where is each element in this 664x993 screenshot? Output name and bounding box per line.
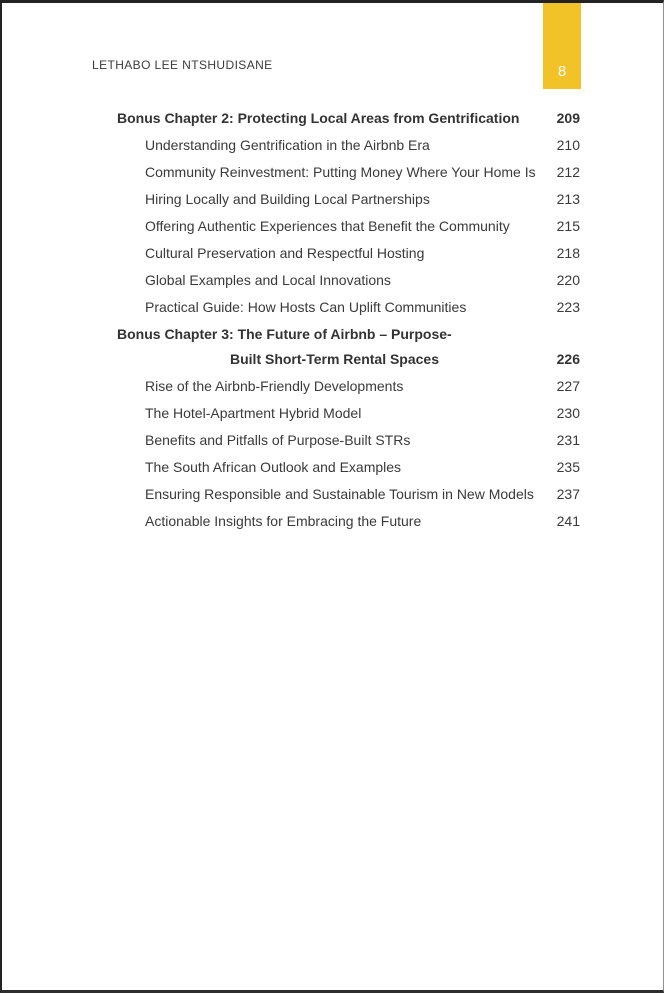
toc-entry	[117, 514, 580, 529]
toc-entry-title-line1: Hiring Locally and Building Local Partnerships	[145, 191, 430, 207]
toc-entry-title	[117, 514, 536, 529]
page-number-tab	[543, 3, 581, 89]
toc-entry-title-line1: Cultural Preservation and Respectful Hosting	[145, 245, 425, 261]
toc-entry-page-number: 220	[556, 272, 580, 288]
toc-entry-title-line1: The Hotel-Apartment Hybrid Model	[145, 405, 362, 421]
toc-entry-title-line1: Understanding Gentrification in the Airbnb Era	[145, 137, 430, 153]
toc-entry-title	[117, 111, 536, 126]
toc-entry-page-number: 215	[556, 218, 580, 234]
toc-entry-title-line1: Actionable Insights for Embracing the Future	[145, 513, 422, 529]
toc-entry	[117, 327, 580, 367]
toc-entry-title	[117, 327, 536, 367]
toc-entry	[117, 379, 580, 394]
toc-entry-page-number: 237	[556, 486, 580, 502]
toc-entry-title	[117, 460, 536, 475]
toc-entry	[117, 460, 580, 475]
toc-entry	[117, 165, 580, 180]
toc-entry-page-number: 209	[556, 110, 580, 126]
toc-entry-title	[117, 246, 536, 261]
toc-entry-title	[117, 379, 536, 394]
toc-entry-title-line1: Bonus Chapter 3: The Future of Airbnb – Purpose-	[117, 326, 452, 342]
toc-entry-page-number: 213	[556, 191, 580, 207]
toc-entry-title-line1: Rise of the Airbnb-Friendly Developments	[145, 378, 404, 394]
toc-entry-page-number: 241	[556, 513, 580, 529]
toc-entry-title-line2: Built Short-Term Rental Spaces	[230, 351, 440, 367]
toc-entry	[117, 433, 580, 448]
toc-entry-title-line1: Global Examples and Local Innovations	[145, 272, 391, 288]
toc-entry-title-line1: The South African Outlook and Examples	[145, 459, 402, 475]
toc-entry-title	[117, 219, 536, 234]
running-header-author: LETHABO LEE NTSHUDISANE	[92, 58, 273, 72]
toc-entry	[117, 300, 580, 315]
toc-entry-page-number: 210	[556, 137, 580, 153]
toc-entry-page-number: 223	[556, 299, 580, 315]
toc-entry-title	[117, 433, 536, 448]
toc-entry-title	[117, 406, 536, 421]
toc-entry-title-line1: Offering Authentic Experiences that Benefit the Community	[145, 218, 510, 234]
toc-entry-title-line1: Practical Guide: How Hosts Can Uplift Communities	[145, 299, 467, 315]
toc-entry-title	[117, 192, 536, 207]
toc-entry-page-number: 212	[556, 164, 580, 180]
toc-entry	[117, 406, 580, 421]
toc-entry-title	[117, 273, 536, 288]
toc-entry-title-line1: Community Reinvestment: Putting Money Where Your Home Is	[145, 164, 536, 180]
toc-entry-page-number: 218	[556, 245, 580, 261]
toc-entry-page-number: 227	[556, 378, 580, 394]
toc-entry-title	[117, 300, 536, 315]
toc-entry	[117, 273, 580, 288]
toc-entry	[117, 111, 580, 126]
toc-entry-title	[117, 138, 536, 153]
toc-entry-page-number: 230	[556, 405, 580, 421]
toc-list	[117, 111, 580, 541]
toc-entry	[117, 192, 580, 207]
toc-entry	[117, 138, 580, 153]
toc-entry-title	[117, 165, 536, 180]
toc-entry	[117, 487, 580, 502]
toc-entry-title-line1: Ensuring Responsible and Sustainable Tourism in New Models	[145, 486, 534, 502]
toc-entry-page-number: 226	[556, 351, 580, 367]
toc-entry-title	[117, 487, 536, 502]
toc-entry	[117, 246, 580, 261]
toc-entry-page-number: 235	[556, 459, 580, 475]
toc-entry	[117, 219, 580, 234]
toc-entry-title-line1: Bonus Chapter 2: Protecting Local Areas from Gentrification	[117, 110, 520, 126]
page-number: 8	[557, 63, 567, 80]
toc-entry-title-line1: Benefits and Pitfalls of Purpose-Built STRs	[145, 432, 411, 448]
toc-entry-page-number: 231	[556, 432, 580, 448]
